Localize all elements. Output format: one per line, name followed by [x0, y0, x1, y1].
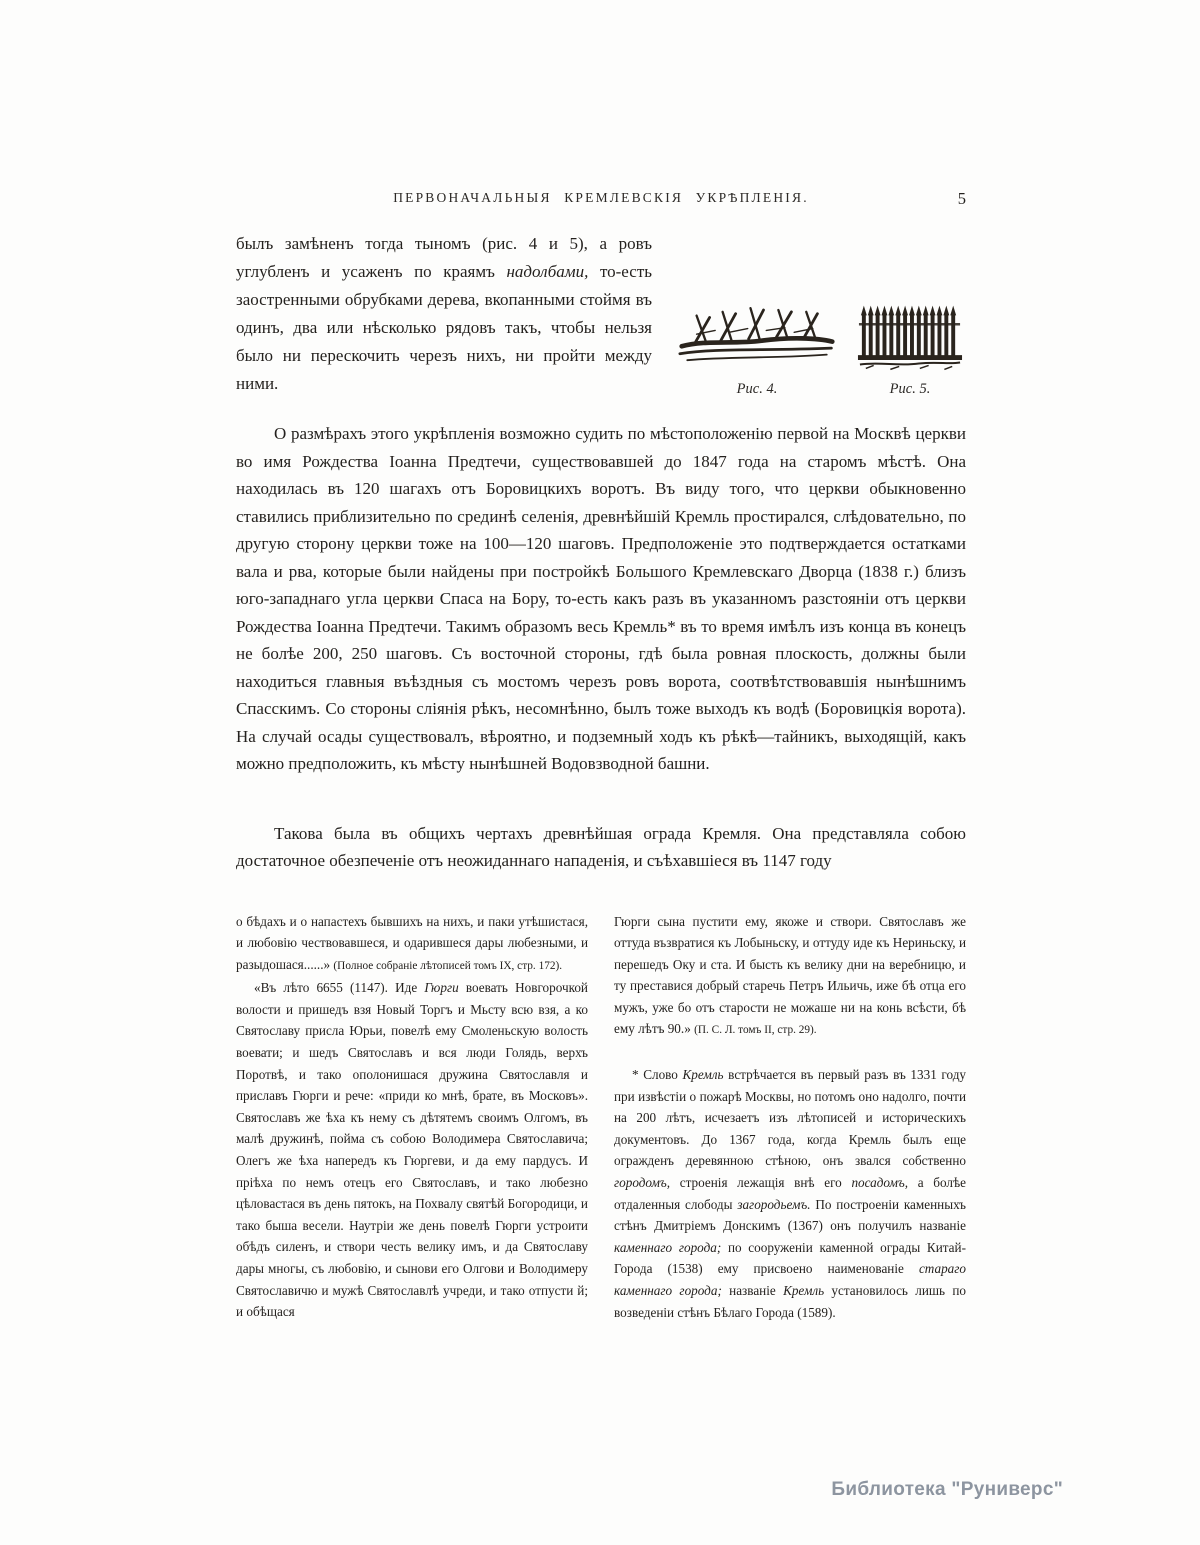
page-content [236, 190, 966, 1323]
page-header [236, 190, 966, 212]
palisade-stakes-engraving-icon [678, 288, 836, 372]
footnote-left-chronicle: «Въ лѣто 6655 (1147). Иде Гюрги воевать Новгорочкой волости и пришедъ взя Новый Торгъ и Мьсту всю взя, а ко Святославу присла Юрьи, повелѣ ему Смоленьскую волость воевати; и шедъ Святославъ и вся люди Голядь, верхъ Поротвѣ, и тако ополонишася дружина Святославля и приславъ Гюрги и рече: «приди ко мнѣ, брате, въ Московъ». Святославъ же ѣха къ нему съ дѣтятемъ своимъ Олгомъ, въ малѣ дружинѣ, пойма съ собою Володимера Святославича; Олегъ же ѣха напередъ къ Гюргеви, и да ему пардусъ. И пріѣха по немъ отецъ его Святославъ, и тако любезно цѣловастася въ день пятокъ, на Похвалу святѣй Богородици, и тако быша весели. Наутріи же день повелѣ Гюрги устроити обѣдъ силенъ, и створи честь велику имъ, и да Святославу дары многы, съ любовію, и сынови его Олгови и Володимеру Святославичю и мужѣ Святославлѣ учреди, и тако отпусти й; и обѣщася [236, 980, 588, 1320]
library-watermark: Библиотека "Руниверс" [831, 1479, 1063, 1500]
figure-4-caption: Рис. 4. [736, 381, 778, 397]
footnote-kreml-note: * Слово Кремль встрѣчается въ первый разъ въ 1331 году при извѣстіи о пожарѣ Москвы, но потомъ оно надолго, почти на 200 лѣтъ, исчезаетъ изъ лѣтописей и историческихъ документовъ. До 1367 года, когда Кремль былъ еще огражденъ деревянною стѣною, онъ звался собственно городомъ, строенія лежащія внѣ его посадомъ, а болѣе отдаленныя слободы загородьемъ. По построеніи каменныхъ стѣнъ Дмитріемъ Донскимъ (1367) онъ получилъ названіе каменнаго города; по сооруженіи каменной ограды Китай-Города (1538) ему присвоено наименованіе стараго каменнаго города; названіе Кремль установилось лишь по возведеніи стѣнъ Бѣлаго Города (1589). [614, 1067, 967, 1320]
running-title: ПЕРВОНАЧАЛЬНЫЯ КРЕМЛЕВСКІЯ УКРѢПЛЕНІЯ. [393, 190, 809, 205]
footnote-column-left [236, 911, 588, 1324]
intro-section [236, 230, 966, 398]
figure-4 [678, 288, 836, 398]
palisade-fence-engraving-icon [856, 300, 964, 372]
page-number: 5 [957, 189, 966, 208]
figures-block [676, 230, 966, 398]
intro-paragraph: былъ замѣненъ тогда тыномъ (рис. 4 и 5), а ровъ углубленъ и усаженъ по краямъ надолбами, то-есть заостренными обрубками дерева, вкопанными стоймя въ одинъ, два или нѣсколько рядовъ такъ, чтобы нельзя было ни перескочить черезъ нихъ, ни пройти между ними. [236, 234, 653, 393]
closing-paragraph: Такова была въ общихъ чертахъ древнѣйшая ограда Кремля. Она представляла собою достаточное обезпеченіе отъ неожиданнаго нападенія, и съѣхавшіеся въ 1147 году [236, 823, 966, 870]
main-paragraph: О размѣрахъ этого укрѣпленія возможно судить по мѣстоположенію первой на Москвѣ церкви во имя Рождества Іоанна Предтечи, существовавшей до 1847 года на старомъ мѣстѣ. Она находилась въ 120 шагахъ отъ Боровицкихъ воротъ. Въ виду того, что церкви обыкновенно ставились приблизительно по срединѣ селенія, древнѣйшій Кремль простирался, слѣдовательно, по другую сторону церкви тоже на 100—120 шаговъ. Предположеніе это подтверждается остатками вала и рва, которые были найдены при постройкѣ Большого Кремлевскаго Дворца (1838 г.) близъ юго-западнаго угла церкви Спаса на Бору, то-есть какъ разъ въ указанномъ разстояніи отъ церкви Рождества Іоанна Предтечи. Такимъ образомъ весь Кремль* въ то время имѣлъ изъ конца въ конецъ не болѣе 200, 250 шаговъ. Съ восточной стороны, гдѣ была ровная плоскость, должны были находиться главныя въѣздныя съ мостомъ черезъ ровъ ворота, соотвѣтствовавшія нынѣшнимъ Спасскимъ. Со стороны сліянія рѣкъ, несомнѣнно, былъ тоже выходъ къ водѣ (Боровицкія ворота). На случай осады существовалъ, вѣроятно, и подземный ходъ къ рѣкѣ—тайникъ, выходящій, какъ можно предположить, къ мѣсту нынѣшней Водовзводной башни. [236, 424, 966, 773]
footnote-right-continuation: Гюрги сына пустити ему, якоже и створи. Святославъ же оттуда възвратися къ Лобыньску, и оттуду иде къ Нериньску, и перешедъ Оку и ста. И бысть къ велику дни на веребницю, и ту преставися добрый старечь Петръ Ильичь, иже бѣ отца его мужъ, уже бо отъ старости не можаше ни на конь всѣсти, бѣ ему лѣтъ 90.» (П. С. Л. томъ II, стр. 29). [614, 913, 966, 1037]
figure-5 [856, 300, 964, 398]
figure-5-caption: Рис. 5. [889, 381, 931, 397]
footnote-left-continuation: о бѣдахъ и о напастехъ бывшихъ на нихъ, и паки утѣшистася, и любовію чествовавшеся, и одарившеся дары любезными, и разыдошася......» (Полное собраніе лѣтописей томъ IX, стр. 172). [236, 913, 588, 972]
footnote-column-right [614, 911, 966, 1324]
footnotes-section [236, 911, 966, 1324]
